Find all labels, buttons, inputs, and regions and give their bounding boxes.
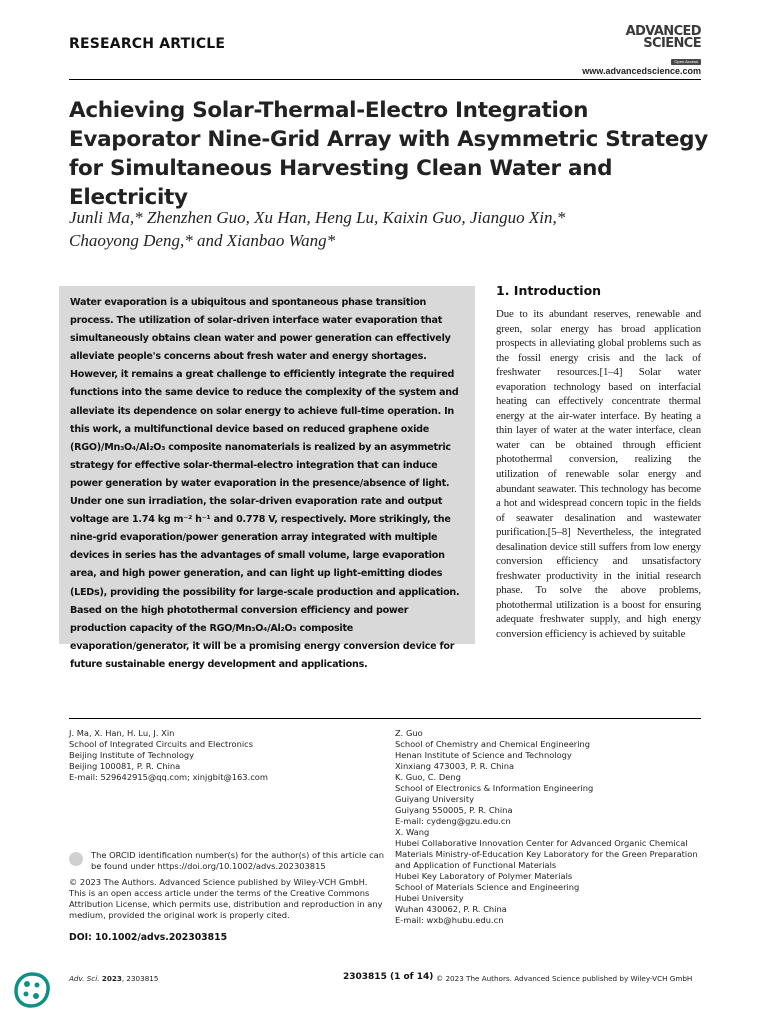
journal-logo-line1: ADVANCED xyxy=(625,24,701,39)
affiliation-line: Henan Institute of Science and Technology xyxy=(395,750,572,760)
page-indicator: 2303815 (1 of 14) xyxy=(343,972,434,982)
affiliation-line: and Application of Functional Materials xyxy=(395,860,557,870)
affiliation-line: Hubei Key Laboratory of Polymer Materials xyxy=(395,871,573,881)
affiliation-line: K. Guo, C. Deng xyxy=(395,772,461,782)
header-divider xyxy=(69,79,701,80)
affiliation-line: J. Ma, X. Han, H. Lu, J. Xin xyxy=(69,728,175,738)
affiliation-line: Beijing Institute of Technology xyxy=(69,750,195,760)
journal-logo-line2: SCIENCE xyxy=(643,36,701,51)
author-list xyxy=(69,207,629,252)
affiliation-line: X. Wang xyxy=(395,827,430,837)
license-note: © 2023 The Authors. Advanced Science published by Wiley-VCH GmbH. This is an open access article under the terms of the Creative Commons Attribution License, which permits use, distribution and reproduction in any medium, provided the original work is properly cited. xyxy=(69,877,383,920)
affiliation-wang xyxy=(395,827,710,926)
affiliation-email[interactable]: E-mail: cydeng@gzu.edu.cn xyxy=(395,816,511,826)
abstract-text: Water evaporation is a ubiquitous and spontaneous phase transition process. The utilization of solar-driven interface water evaporation that simultaneously obtains clean water and power generation can effectively alleviate people's concerns about fresh water and energy shortages. However, it remains a great challenge to efficiently integrate the required functions into the same device to reduce the complexity of the system and alleviate its dependence on solar energy to achieve full-time operation. In this work, a multifunctional device based on reduced graphene oxide (RGO)/Mn₃O₄/Al₂O₃ composite nanomaterials is realized by an asymmetric strategy for effective solar-thermal-electro integration that can induce power generation by water evaporation in the presence/absence of light. Under one sun irradiation, the solar-driven evaporation rate and output voltage are 1.74 kg m⁻² h⁻¹ and 0.778 V, respectively. More strikingly, the nine-grid evaporation/power generation array integrated with multiple devices in series has the advantages of small volume, large evaporation area, and high power generation, and can light up light-emitting diodes (LEDs), providing the possibility for large-scale production and application. Based on the high photothermal conversion efficiency and power production capacity of the RGO/Mn₃O₄/Al₂O₃ composite evaporation/generator, it will be a promising energy conversion device for future sustainable energy development and applications. xyxy=(70,297,460,670)
journal-website-link[interactable]: www.advancedscience.com xyxy=(582,66,701,76)
affiliation-block-right xyxy=(395,728,710,926)
introduction-text: Due to its abundant reserves, renewable and green, solar energy has broad application prospects in alleviating global problems such as the fossil energy crisis and the lack of freshwater resources.[1–4] Solar water evaporation technology based on interfacial heating can effectively concentrate thermal energy at the air-water interface. By heating a thin layer of water at the water interface, clean water can be obtained through efficient photothermal conversion, realizing the utilization of renewable solar energy and abundant seawater. This technology has become a hot and widespread concern topic in the fields of seawater desalination and wastewater purification.[5–8] Nevertheless, the integrated desalination device still suffers from low energy conversion efficiency and unsatisfactory freshwater productivity in the initial research phase. To solve the above problems, photothermal utilization is a boost for ensuring adequate freshwater supply, and high energy conversion efficiency is achieved by suitable xyxy=(496,308,701,641)
footer-journal-abbrev: Adv. Sci. xyxy=(69,974,100,983)
orcid-note: The ORCID identification number(s) for the author(s) of this article can be found under https://doi.org/10.1002/advs.202303815 xyxy=(91,850,384,871)
affiliation-guo xyxy=(395,728,710,772)
affiliation-line: Wuhan 430062, P. R. China xyxy=(395,904,507,914)
authors-line-2: Chaoyong Deng,* and Xianbao Wang* xyxy=(69,230,336,250)
affiliation-line: Guiyang 550005, P. R. China xyxy=(395,805,513,815)
open-access-badge: Open Access xyxy=(671,59,701,65)
journal-logo[interactable] xyxy=(599,26,701,68)
section-label: RESEARCH ARTICLE xyxy=(69,36,226,52)
footnote-divider xyxy=(69,718,701,719)
affiliation-email[interactable]: E-mail: 529642915@qq.com; xinjgbit@163.com xyxy=(69,772,268,782)
affiliation-line: Hubei Collaborative Innovation Center for Advanced Organic Chemical xyxy=(395,838,688,848)
affiliation-line: Hubei University xyxy=(395,893,464,903)
affiliation-line: School of Materials Science and Engineering xyxy=(395,882,580,892)
abstract-box xyxy=(59,286,475,670)
article-title: Achieving Solar-Thermal-Electro Integration Evaporator Nine-Grid Array with Asymmetric Strategy for Simultaneous Harvesting Clean Water and Electricity xyxy=(69,98,708,210)
affiliation-line: School of Electronics & Information Engineering xyxy=(395,783,594,793)
authors-line-1: Junli Ma,* Zhenzhen Guo, Xu Han, Heng Lu, Kaixin Guo, Jianguo Xin,* xyxy=(69,208,566,227)
affiliation-line: Materials Ministry-of-Education Key Laboratory for the Green Preparation xyxy=(395,849,698,859)
affiliation-block-left xyxy=(69,728,369,783)
footer-year: 2023 xyxy=(101,974,122,983)
affiliation-line: Xinxiang 473003, P. R. China xyxy=(395,761,515,771)
footer-article-number: , 2303815 xyxy=(121,974,159,983)
affiliation-line: School of Integrated Circuits and Electronics xyxy=(69,739,254,749)
affiliation-line: Beijing 100081, P. R. China xyxy=(69,761,181,771)
affiliation-email[interactable]: E-mail: wxb@hubu.edu.cn xyxy=(395,915,504,925)
affiliation-line: School of Chemistry and Chemical Engineering xyxy=(395,739,591,749)
affiliation-deng xyxy=(395,772,710,827)
footer-copyright: © 2023 The Authors. Advanced Science published by Wiley-VCH GmbH xyxy=(436,974,693,983)
footer-citation xyxy=(69,974,158,983)
affiliation-line: Z. Guo xyxy=(395,728,423,738)
introduction-heading: 1. Introduction xyxy=(496,283,602,298)
reader-app-icon[interactable] xyxy=(12,970,52,1010)
doi-link[interactable]: DOI: 10.1002/advs.202303815 xyxy=(69,932,228,943)
affiliation-line: Guiyang University xyxy=(395,794,475,804)
orcid-icon[interactable] xyxy=(69,852,83,866)
